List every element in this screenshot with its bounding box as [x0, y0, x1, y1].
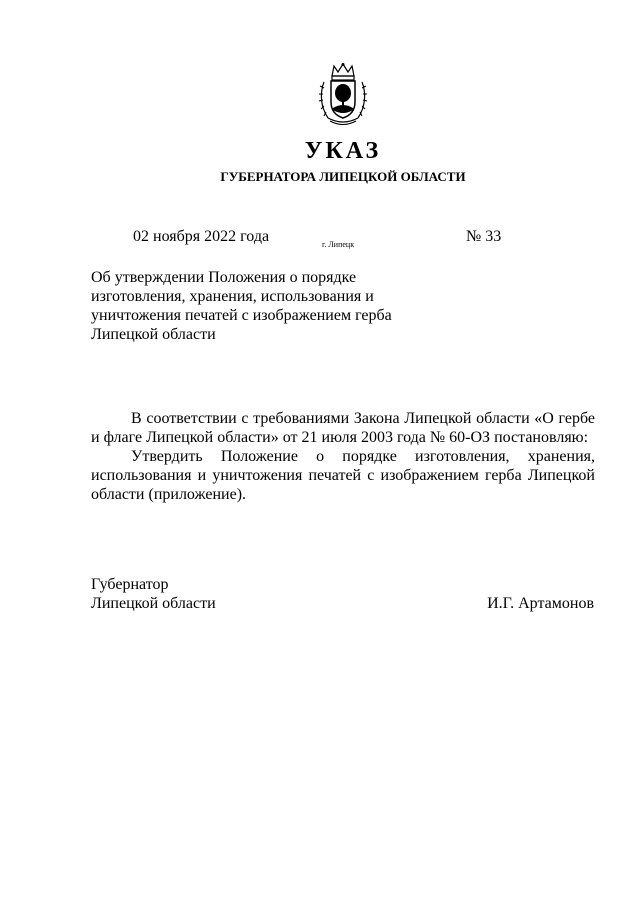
body-paragraph-preamble: В соответствии с требованиями Закона Липецкой области «О гербе и флаге Липецкой области» от 21 июля 2003 года № 60-ОЗ постановляю:	[91, 410, 595, 446]
document-subject	[91, 268, 401, 344]
subject-line: Об утверждении Положения о порядке	[91, 269, 357, 286]
document-title: УКАЗ	[304, 138, 382, 164]
subject-line: Липецкой области	[91, 326, 216, 343]
subject-line: изготовления, хранения, использования и	[91, 288, 374, 305]
document-place: г. Липецк	[322, 240, 355, 249]
document-number: № 33	[466, 228, 502, 245]
subject-line: уничтожения печатей с изображением герба	[91, 307, 392, 324]
document-date: 02 ноября 2022 года	[133, 228, 270, 245]
document-subtitle: ГУБЕРНАТОРА ЛИПЕЦКОЙ ОБЛАСТИ	[220, 169, 466, 184]
coat-of-arms-icon	[318, 62, 368, 128]
signatory-position-line: Липецкой области	[91, 595, 216, 612]
signatory-position	[91, 575, 216, 613]
signatory-name: И.Г. Артамонов	[487, 595, 594, 612]
body-paragraph-resolution: Утвердить Положение о порядке изготовления, хранения, использования и уничтожения печатей с изображением герба Липецкой области (приложение).	[91, 448, 595, 503]
signatory-position-line: Губернатор	[91, 576, 169, 593]
document-body	[91, 409, 595, 504]
